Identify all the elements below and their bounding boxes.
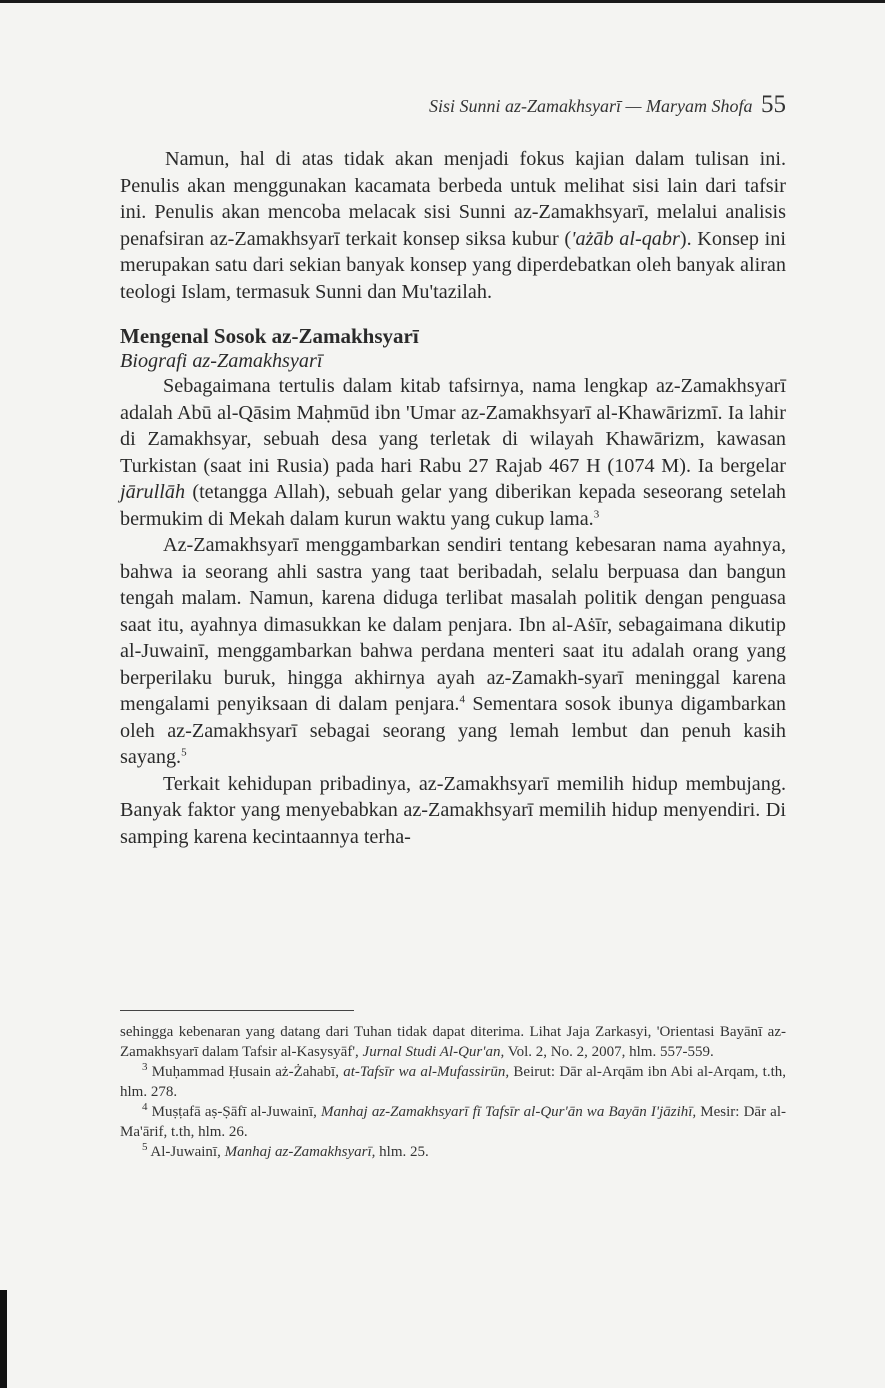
paragraph-text: Sebagaimana tertulis dalam kitab tafsirnya, nama lengkap az-Zamakhsyarī adalah Abū al-Qāsim Maḥmūd ibn 'Umar az-Zamakhsyarī al-Khawārizmī. Ia lahir di Zamakhsyar, sebuah desa yang terletak di wilayah Khawārizm, kawasan Turkistan (saat ini Rusia) pada hari Rabu 27 Rajab 467 H (1074 M). Ia bergelar: [120, 375, 786, 477]
paragraph-text: ). Konsep ini merupakan satu dari sekian banyak konsep yang diperdebatkan oleh banyak aliran teologi Islam, termasuk Sunni dan Mu'tazilah.: [120, 227, 786, 303]
paragraph-text: (tetangga Allah), sebuah gelar yang diberikan kepada seseorang setelah bermukim di Mekah dalam kurun waktu yang cukup lama.: [120, 481, 786, 530]
top-border-line: [0, 0, 885, 3]
footnote-italic: at-Tafsīr wa al-Mufassirūn,: [343, 1064, 510, 1080]
footnote-ref[interactable]: 3: [593, 507, 600, 520]
section-heading: Mengenal Sosok az-Zamakhsyarī: [120, 324, 419, 348]
italic-term: jārullāh: [120, 481, 186, 503]
footnote-continued: [120, 1022, 786, 1062]
paragraph-intro: [120, 146, 786, 305]
footnote-number: 5: [142, 1141, 148, 1153]
page-number: 55: [761, 91, 786, 118]
paragraph-text: Sementara sosok ibunya digambarkan oleh az-Zamakhsyarī sebagai seorang yang lemah lembut dan penuh kasih sayang.: [120, 693, 786, 768]
footnote-italic: Manhaj az-Zamakhsyarī fī Tafsīr al-Qur'ān wa Bayān I'jāzihī,: [321, 1104, 697, 1120]
section-subheading: Biografi az-Zamakhsyarī: [120, 350, 323, 372]
footnote-text: Mesir: Dār al-Ma'ārif, t.th, hlm. 26.: [120, 1104, 787, 1140]
running-header-title: Sisi Sunni az-Zamakhsyarī — Maryam Shofa: [429, 96, 753, 116]
italic-term: 'ażāb al-qabr: [571, 227, 680, 250]
footnote-text: sehingga kebenaran yang datang dari Tuhan tidak dapat diterima. Lihat Jaja Zarkasyi, 'Orientasi Bayānī az-Zamakhsyarī dalam Tafsir al-Kasysyāf',: [120, 1024, 786, 1060]
footnotes: [120, 1022, 786, 1162]
running-header: [120, 93, 786, 118]
scan-edge-mark: [0, 1290, 7, 1388]
paragraph-personal-life: Terkait kehidupan pribadinya, az-Zamakhsyarī memilih hidup membujang. Banyak faktor yang menyebabkan az-Zamakhsyarī memilih hidup menyendiri. Di samping karena kecintaannya terha-: [120, 772, 786, 848]
paragraph-text: Az-Zamakhsyarī menggambarkan sendiri tentang kebesaran nama ayahnya, bahwa ia seorang ahli sastra yang taat beribadah, selalu berpuasa dan bangun tengah malam. Namun, karena diduga terlibat masalah politik dengan penguasa saat itu, ayahnya dimasukkan ke dalam penjara. Ibn al-Aṡīr, sebagaimana dikutip al-Juwainī, menggambarkan bahwa perdana menteri saat itu adalah orang yang berperilaku buruk, hingga akhirnya ayah az-Zamakh-syarī meninggal karena mengalami penyiksaan di dalam penjara.: [120, 534, 786, 715]
footnote-italic: Manhaj az-Zamakhsyarī,: [224, 1144, 376, 1160]
footnote-ref[interactable]: 5: [181, 746, 187, 759]
footnote-ref[interactable]: 4: [459, 693, 465, 706]
footnote-text: Vol. 2, No. 2, 2007, hlm. 557-559.: [504, 1044, 714, 1060]
paragraph-text: Namun, hal di atas tidak akan menjadi fokus kajian dalam tulisan ini. Penulis akan menggunakan kacamata berbeda untuk melihat sisi lain dari tafsir ini. Penulis akan mencoba melacak sisi Sunni az-Zamakhsyarī, melalui analisis penafsiran az-Zamakhsyarī terkait konsep siksa kubur (: [120, 148, 786, 250]
footnote-text: hlm. 25.: [375, 1144, 429, 1160]
footnote-3: [120, 1062, 786, 1102]
footnote-4: [120, 1102, 786, 1142]
paragraph-biography: [120, 373, 786, 532]
footnote-number: 3: [142, 1061, 148, 1073]
footnote-text: Muḥammad Ḥusain aż-Żahabī,: [147, 1064, 344, 1080]
footnote-italic: Jurnal Studi Al-Qur'an,: [362, 1044, 505, 1060]
footnote-5: [120, 1142, 786, 1162]
main-text: [120, 146, 786, 850]
footnote-divider: [120, 1010, 354, 1011]
footnote-text: Beirut: Dār al-Arqām ibn Abi al-Arqam, t.th, hlm. 278.: [120, 1064, 786, 1100]
footnote-text: Muṣṭafā aṣ-Ṣāfī al-Juwainī,: [147, 1104, 322, 1120]
footnote-number: 4: [142, 1101, 148, 1113]
paragraph-father: [120, 532, 786, 771]
footnote-text: Al-Juwainī,: [147, 1144, 225, 1160]
